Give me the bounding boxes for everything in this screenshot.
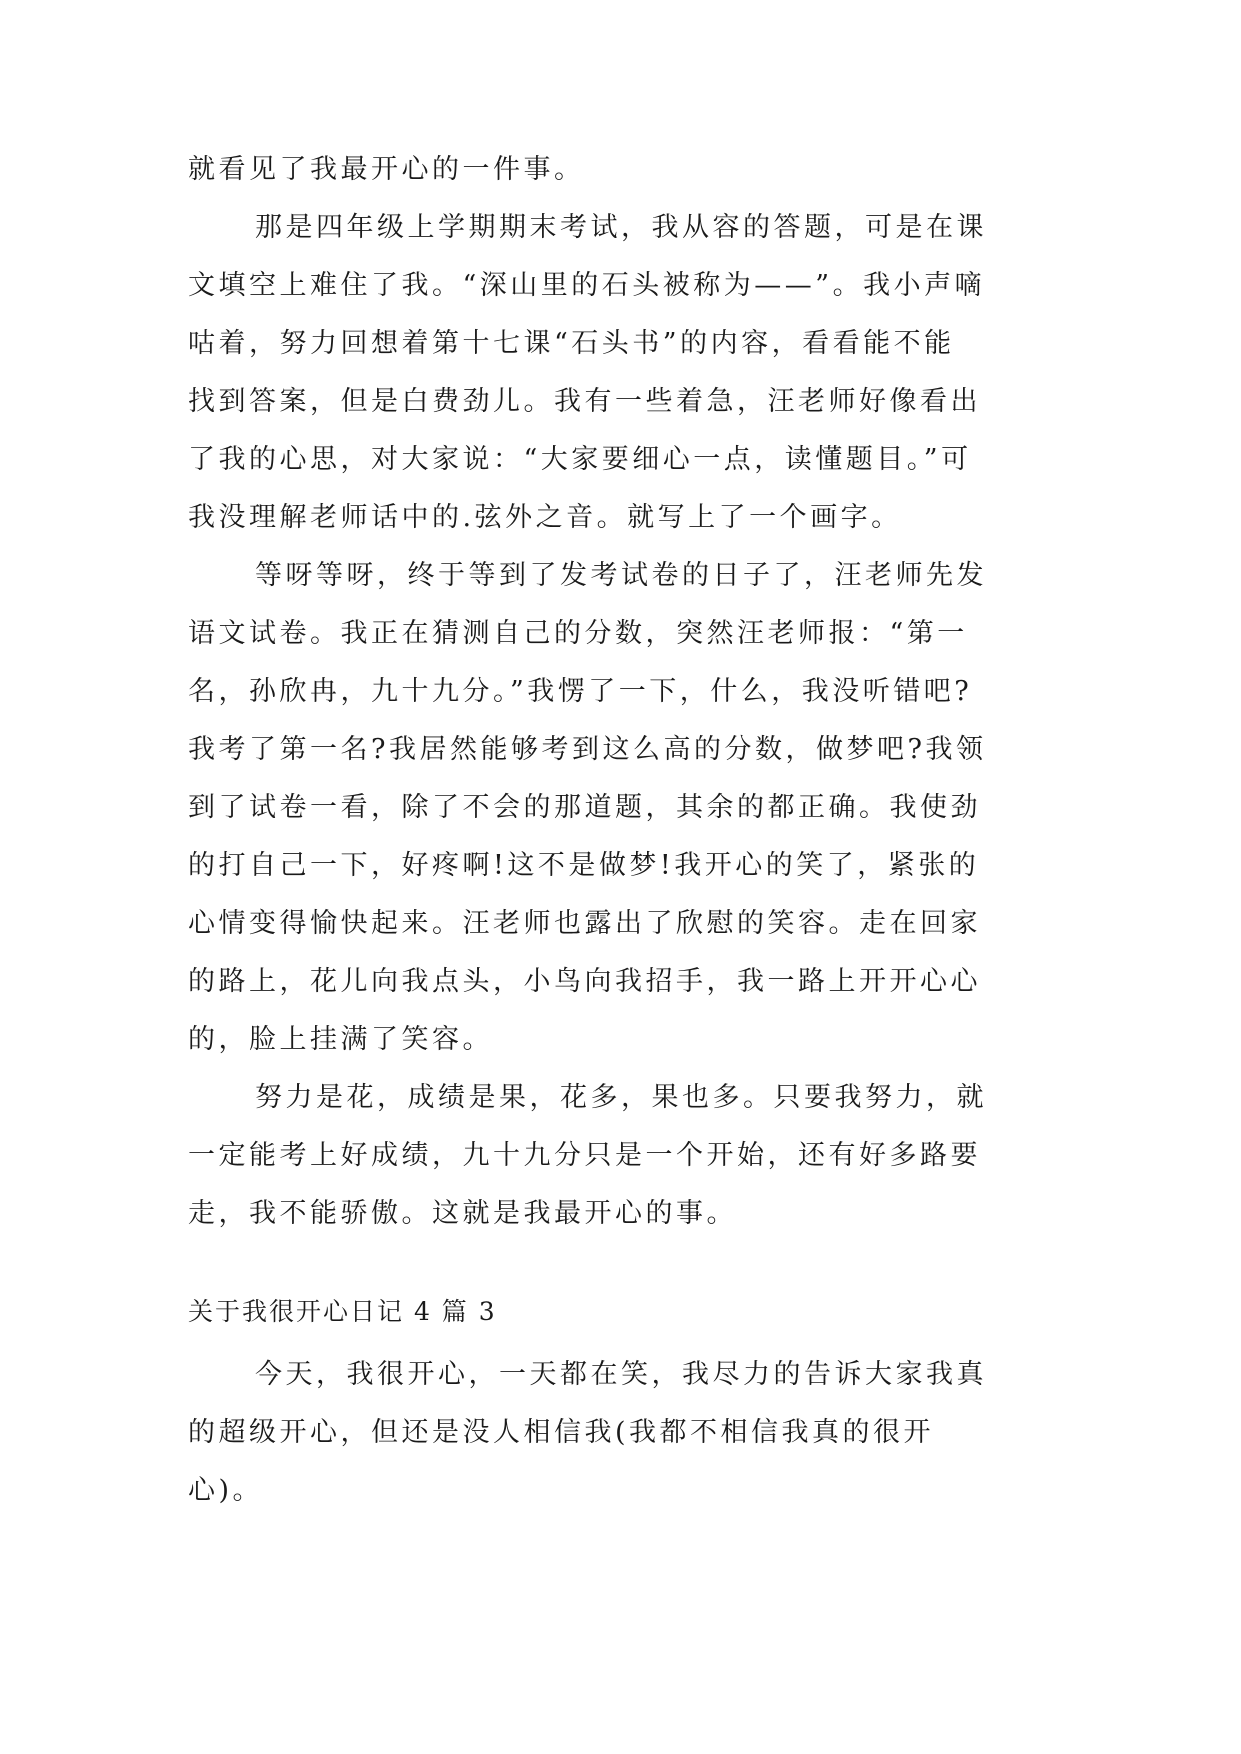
paragraph-line: 就看见了我最开心的一件事。: [188, 154, 585, 185]
paragraph-line: 等呀等呀，终于等到了发考试卷的日子了，汪老师先发: [255, 560, 987, 591]
paragraph-line: 咕着，努力回想着第十七课“石头书”的内容，看看能不能: [188, 328, 955, 359]
paragraph-line: 名，孙欣冉，九十九分。”我愣了一下，什么，我没听错吧?: [188, 676, 973, 707]
paragraph-line: 我考了第一名?我居然能够考到这么高的分数，做梦吧?我领: [188, 734, 987, 765]
paragraph-line: 了我的心思，对大家说：“大家要细心一点，读懂题目。”可: [188, 444, 972, 475]
paragraph-line: 心)。: [188, 1475, 264, 1506]
paragraph-line: 心情变得愉快起来。汪老师也露出了欣慰的笑容。走在回家: [188, 908, 981, 939]
paragraph-line: 那是四年级上学期期末考试，我从容的答题，可是在课: [255, 212, 987, 243]
paragraph-line: 的超级开心，但还是没人相信我(我都不相信我真的很开: [188, 1417, 935, 1448]
section-heading: 关于我很开心日记 4 篇 3: [188, 1297, 497, 1326]
paragraph-line: 语文试卷。我正在猜测自己的分数，突然汪老师报：“第一: [188, 618, 968, 649]
paragraph-line: 找到答案，但是白费劲儿。我有一些着急，汪老师好像看出: [188, 386, 981, 417]
paragraph-line: 我没理解老师话中的.弦外之音。就写上了一个画字。: [188, 502, 902, 533]
paragraph-line: 到了试卷一看，除了不会的那道题，其余的都正确。我使劲: [188, 792, 981, 823]
paragraph-line: 一定能考上好成绩，九十九分只是一个开始，还有好多路要: [188, 1140, 981, 1171]
paragraph-line: 的，脸上挂满了笑容。: [188, 1024, 493, 1055]
paragraph-line: 今天，我很开心，一天都在笑，我尽力的告诉大家我真: [255, 1359, 987, 1390]
paragraph-line: 的路上，花儿向我点头，小鸟向我招手，我一路上开开心心: [188, 966, 981, 997]
paragraph-line: 走，我不能骄傲。这就是我最开心的事。: [188, 1198, 737, 1229]
paragraph-line: 努力是花，成绩是果，花多，果也多。只要我努力，就: [255, 1082, 987, 1113]
paragraph-line: 的打自己一下，好疼啊!这不是做梦!我开心的笑了，紧张的: [188, 850, 980, 881]
paragraph-line: 文填空上难住了我。“深山里的石头被称为——”。我小声嘀: [188, 270, 986, 301]
